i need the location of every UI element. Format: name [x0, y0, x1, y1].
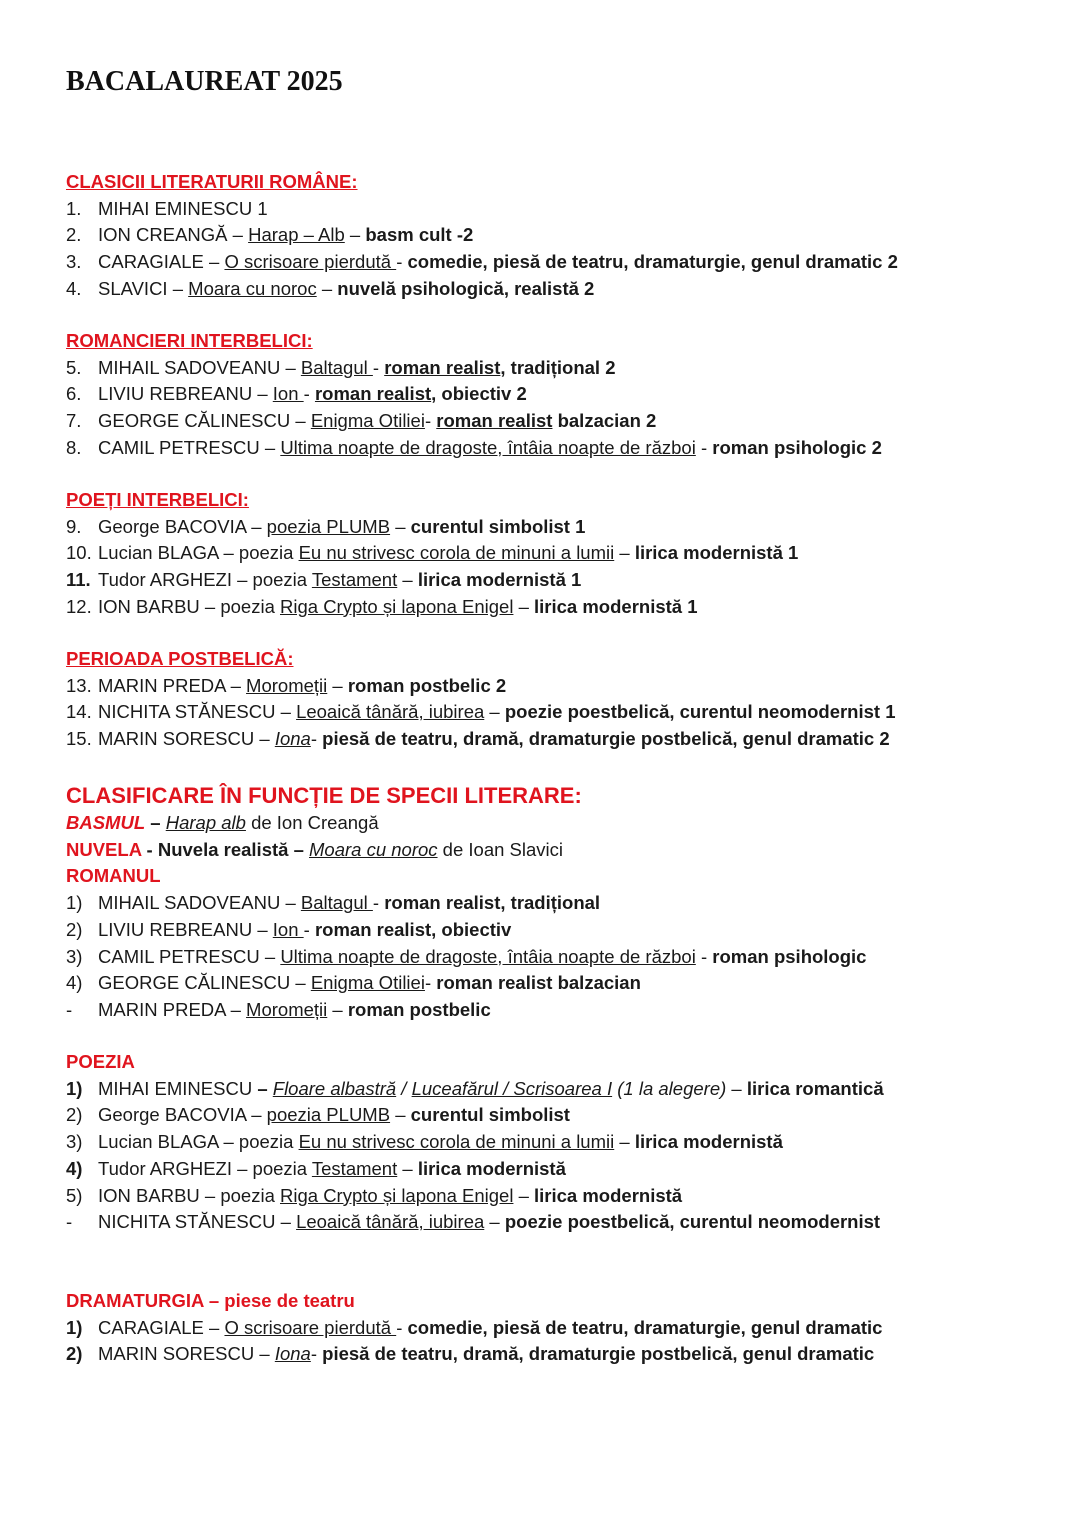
item-number: 1): [66, 892, 83, 914]
item-description: lirica modernistă: [417, 1157, 566, 1179]
item-separator: –: [390, 515, 411, 537]
list-item: [66, 944, 1056, 971]
list-item: [66, 1156, 1056, 1183]
list-item: [66, 1076, 1056, 1103]
list-item: [66, 540, 1056, 567]
item-bullet: -: [66, 998, 73, 1020]
item-author: Lucian BLAGA – poezia: [98, 1131, 299, 1153]
list-item: [66, 276, 1056, 303]
item-work: Harap – Alb: [248, 224, 345, 246]
section-postbelica: [66, 646, 1056, 753]
list-item: [66, 381, 1056, 408]
list-item: [66, 1129, 1056, 1156]
item-separator: -: [396, 251, 408, 273]
item-work: Baltagul: [300, 356, 373, 378]
item-author: NICHITA STĂNESCU –: [98, 1211, 297, 1233]
item-work: Moromeții: [246, 674, 328, 696]
item-description: , tradițional 2: [500, 356, 616, 378]
genre-label: POEZIA: [66, 1051, 135, 1072]
item-work: Moara cu noroc: [309, 838, 438, 860]
item-author: Tudor ARGHEZI – poezia: [98, 569, 312, 591]
item-description-underlined: roman realist: [314, 383, 432, 405]
item-author: ION BARBU – poezia: [98, 1184, 280, 1206]
item-author: George BACOVIA –: [98, 515, 267, 537]
item-work: Enigma Otiliei: [310, 410, 425, 432]
item-work: Riga Crypto și lapona Enigel: [280, 1184, 514, 1206]
item-separator: –: [726, 1077, 747, 1099]
item-work: Testament: [311, 569, 398, 591]
item-separator: –: [145, 812, 166, 833]
item-separator: -: [310, 1343, 323, 1365]
genre-label: ROMANUL: [66, 865, 161, 887]
item-description: , obiectiv 2: [431, 383, 527, 405]
list-item: [66, 1315, 1056, 1342]
item-description: curentul simbolist 1: [410, 515, 586, 537]
item-number: 9.: [66, 515, 82, 537]
list-item: [66, 196, 1056, 223]
item-number: 5.: [66, 356, 82, 378]
item-work: Testament: [311, 1157, 398, 1179]
item-work: poezia PLUMB: [266, 1104, 391, 1126]
item-work: Eu nu strivesc corola de minuni a lumii: [298, 1131, 615, 1153]
item-description-underlined: roman realist: [436, 410, 553, 432]
item-description: roman postbelic 2: [347, 674, 507, 696]
item-work: Iona: [274, 728, 311, 750]
item-separator: –: [397, 569, 418, 591]
item-work: O scrisoare pierdută: [224, 1316, 397, 1338]
list-item: [66, 699, 1056, 726]
item-work: Floare albastră: [272, 1077, 397, 1099]
item-number: 12.: [66, 595, 92, 617]
item-description-underlined: roman realist: [384, 356, 501, 378]
item-number: 14.: [66, 701, 92, 723]
item-number: 15.: [66, 728, 92, 750]
item-separator: -: [372, 356, 385, 378]
item-author: LIVIU REBREANU –: [98, 918, 273, 940]
item-separator: -: [424, 972, 437, 994]
item-work: Moara cu noroc: [188, 277, 317, 299]
genre-label: NUVELA: [66, 838, 142, 860]
item-description: roman realist, tradițional: [384, 892, 601, 914]
list-item: [66, 917, 1056, 944]
item-number: 6.: [66, 383, 82, 405]
item-separator: –: [397, 1157, 418, 1179]
item-separator: –: [614, 1131, 635, 1153]
item-separator: -: [695, 436, 713, 458]
item-number: 3.: [66, 251, 82, 273]
item-description: roman psihologic: [712, 945, 867, 967]
item-separator: -: [396, 1316, 408, 1338]
list-item: [66, 1183, 1056, 1210]
item-number: 5): [66, 1184, 83, 1206]
item-description: nuvelă psihologică, realistă 2: [337, 277, 595, 299]
item-work: Iona: [274, 1343, 311, 1365]
item-separator: –: [344, 224, 366, 246]
item-kind: Nuvela realistă –: [157, 838, 309, 860]
item-number: 8.: [66, 436, 82, 458]
item-separator: –: [484, 701, 505, 723]
section-poeti: [66, 487, 1056, 621]
list-item: [66, 514, 1056, 541]
item-work: Riga Crypto și lapona Enigel: [280, 595, 514, 617]
item-work: Luceafărul / Scrisoarea I: [411, 1077, 613, 1099]
item-number: 10.: [66, 542, 92, 564]
section-poezia: [66, 1049, 1056, 1236]
list-item: [66, 997, 1056, 1024]
section-romancieri: [66, 328, 1056, 462]
item-separator: -: [424, 410, 437, 432]
item-work: poezia PLUMB: [266, 515, 391, 537]
list-item: [66, 1102, 1056, 1129]
item-author: SLAVICI –: [98, 277, 189, 299]
item-bullet: -: [66, 1211, 73, 1233]
item-description: piesă de teatru, dramă, dramaturgie postbelică, genul dramatic: [322, 1343, 875, 1365]
item-number: 3): [66, 945, 83, 967]
section-header: CLASICII LITERATURII ROMÂNE:: [66, 171, 358, 192]
list-item: [66, 249, 1056, 276]
item-description: roman realist balzacian: [436, 972, 641, 994]
list-item: [66, 673, 1056, 700]
item-work: Leoaică tânără, iubirea: [296, 701, 485, 723]
item-separator: -: [695, 945, 713, 967]
item-number: 3): [66, 1131, 83, 1153]
page-title: BACALAUREAT 2025: [66, 66, 343, 97]
item-work: Ultima noapte de dragoste, întâia noapte de război: [280, 945, 696, 967]
list-item: [66, 567, 1056, 594]
item-number: 4.: [66, 277, 82, 299]
item-author: CARAGIALE –: [98, 251, 225, 273]
item-author: MARIN SORESCU –: [98, 1343, 275, 1365]
item-separator: –: [513, 595, 535, 617]
item-description: lirica romantică: [746, 1077, 884, 1099]
list-item: [66, 890, 1056, 917]
item-separator: -: [303, 918, 315, 940]
item-description: balzacian 2: [552, 410, 657, 432]
list-item: [66, 435, 1056, 462]
item-author: MARIN SORESCU –: [98, 728, 275, 750]
item-author: NICHITA STĂNESCU –: [98, 701, 297, 723]
section-header: PERIOADA POSTBELICĂ:: [66, 648, 294, 669]
list-item: [66, 355, 1056, 382]
item-description: comedie, piesă de teatru, dramaturgie, genul dramatic 2: [407, 251, 898, 273]
item-note: (1 la alegere): [612, 1077, 727, 1099]
item-separator: –: [614, 542, 635, 564]
item-author: ION CREANGĂ –: [98, 224, 249, 246]
section-header-large: CLASIFICARE ÎN FUNCȚIE DE SPECII LITERARE:: [66, 783, 582, 808]
section-clasificare: [66, 782, 1056, 1024]
item-number: 4): [66, 1157, 83, 1179]
section-header: ROMANCIERI INTERBELICI:: [66, 330, 313, 351]
list-item: [66, 594, 1056, 621]
item-work: Ion: [272, 918, 304, 940]
item-separator: -: [310, 728, 323, 750]
item-author: MIHAI EMINESCU 1: [98, 197, 268, 219]
item-work: Moromeții: [246, 998, 328, 1020]
section-header: POEȚI INTERBELICI:: [66, 489, 249, 510]
item-separator: –: [327, 674, 348, 696]
genre-label: BASMUL: [66, 812, 146, 833]
item-number: 2): [66, 1104, 83, 1126]
item-author: GEORGE CĂLINESCU –: [98, 410, 311, 432]
item-work: Enigma Otiliei: [310, 972, 425, 994]
item-number: 2): [66, 1343, 83, 1365]
item-work: Ion: [272, 383, 304, 405]
item-number: 4): [66, 972, 83, 994]
item-work: Harap alb: [165, 812, 246, 833]
item-author: LIVIU REBREANU –: [98, 383, 273, 405]
item-work: Baltagul: [300, 892, 373, 914]
item-author: MIHAIL SADOVEANU –: [98, 892, 301, 914]
list-item: [66, 810, 1056, 837]
item-separator: -: [372, 892, 385, 914]
list-item: [66, 408, 1056, 435]
list-item: [66, 726, 1056, 753]
list-item: [66, 1341, 1056, 1368]
item-description: lirica modernistă: [634, 1131, 783, 1153]
item-description: lirica modernistă 1: [417, 569, 582, 591]
genre-label: DRAMATURGIA – piese de teatru: [66, 1290, 355, 1311]
item-author: Lucian BLAGA – poezia: [98, 542, 299, 564]
item-separator: –: [484, 1211, 505, 1233]
item-author: MIHAI EMINESCU: [98, 1077, 253, 1099]
item-description: lirica modernistă 1: [634, 542, 799, 564]
item-author: ION BARBU – poezia: [98, 595, 280, 617]
item-description: roman psihologic 2: [712, 436, 882, 458]
item-author: GEORGE CĂLINESCU –: [98, 972, 311, 994]
item-description: roman realist, obiectiv: [314, 918, 512, 940]
item-separator: /: [396, 1077, 412, 1099]
item-author: George BACOVIA –: [98, 1104, 267, 1126]
item-description: lirica modernistă: [534, 1184, 683, 1206]
item-number: 7.: [66, 410, 82, 432]
item-number: 11.: [66, 569, 91, 591]
list-item: [66, 837, 1056, 864]
item-description: curentul simbolist: [410, 1104, 570, 1126]
item-work: O scrisoare pierdută: [224, 251, 397, 273]
item-work: Ultima noapte de dragoste, întâia noapte de război: [280, 436, 696, 458]
list-item: [66, 1209, 1056, 1236]
item-author: MIHAIL SADOVEANU –: [98, 356, 301, 378]
item-separator: –: [327, 998, 348, 1020]
item-author: CAMIL PETRESCU –: [98, 945, 281, 967]
item-description: lirica modernistă 1: [534, 595, 698, 617]
item-separator: –: [252, 1077, 273, 1099]
item-number: 1): [66, 1077, 83, 1099]
item-work: Leoaică tânără, iubirea: [296, 1211, 485, 1233]
item-separator: –: [390, 1104, 411, 1126]
item-author: MARIN PREDA –: [98, 998, 247, 1020]
list-item: [66, 222, 1056, 249]
item-rest: de Ion Creangă: [245, 812, 379, 833]
item-author: Tudor ARGHEZI – poezia: [98, 1157, 312, 1179]
section-clasici: [66, 169, 1056, 303]
item-description: roman postbelic: [347, 998, 491, 1020]
item-description: poezie poestbelică, curentul neomodernist: [504, 1211, 881, 1233]
item-author: MARIN PREDA –: [98, 674, 247, 696]
item-description: comedie, piesă de teatru, dramaturgie, genul dramatic: [407, 1316, 883, 1338]
item-separator: -: [303, 383, 315, 405]
item-number: 1.: [66, 197, 82, 219]
item-rest: de Ioan Slavici: [437, 838, 564, 860]
item-author: CAMIL PETRESCU –: [98, 436, 281, 458]
item-work: Eu nu strivesc corola de minuni a lumii: [298, 542, 615, 564]
item-description: basm cult -2: [365, 224, 474, 246]
item-number: 2): [66, 918, 83, 940]
item-author: CARAGIALE –: [98, 1316, 225, 1338]
item-number: 13.: [66, 674, 92, 696]
item-separator: –: [316, 277, 338, 299]
section-dramaturgia: [66, 1288, 1056, 1368]
list-item: [66, 970, 1056, 997]
item-separator: -: [141, 838, 158, 860]
item-number: 2.: [66, 224, 82, 246]
item-description: poezie poestbelică, curentul neomodernist 1: [504, 701, 896, 723]
item-number: 1): [66, 1316, 83, 1338]
item-separator: –: [513, 1184, 535, 1206]
item-description: piesă de teatru, dramă, dramaturgie postbelică, genul dramatic 2: [322, 728, 890, 750]
